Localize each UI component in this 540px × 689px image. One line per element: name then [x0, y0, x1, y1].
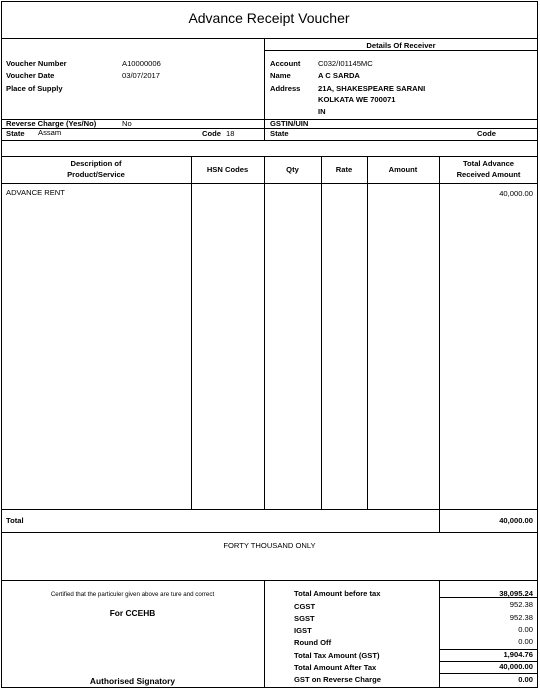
- amount-in-words: FORTY THOUSAND ONLY: [223, 541, 316, 550]
- col-rule-total-advance: [439, 156, 440, 532]
- summary-before-tax-value: 38,095.24: [499, 589, 533, 598]
- account-value: C032/I01145MC: [318, 59, 373, 68]
- row-description: ADVANCE RENT: [6, 188, 65, 197]
- rule-table-header-bottom: [1, 183, 538, 184]
- address-line-3: IN: [318, 107, 326, 116]
- voucher-date-label: Voucher Date: [6, 71, 55, 80]
- address-line-2: KOLKATA WE 700071: [318, 95, 396, 104]
- summary-reverse-charge-label: GST on Reverse Charge: [294, 675, 381, 684]
- summary-reverse-charge-value: 0.00: [518, 675, 533, 684]
- voucher-number-value: A10000006: [122, 59, 161, 68]
- state-value: Assam: [38, 128, 62, 137]
- header-total-advance-line-1: Total Advance: [462, 159, 515, 168]
- rule-receiver-header: [264, 50, 538, 51]
- header-rate: Rate: [335, 165, 353, 174]
- rule-below-title: [1, 38, 538, 39]
- voucher-title: Advance Receipt Voucher: [188, 10, 350, 26]
- rule-table-top: [1, 156, 538, 157]
- certified-text: Certified that the particuler given above are ture and correct: [50, 591, 215, 598]
- summary-cgst-value: 952.38: [509, 600, 533, 609]
- rule-state-bottom: [1, 140, 538, 141]
- for-company: For CCEHB: [109, 608, 156, 618]
- header-qty: Qty: [286, 165, 299, 174]
- rule-footer-divider: [264, 580, 265, 688]
- receiver-code-label: Code: [477, 129, 496, 138]
- place-of-supply-label: Place of Supply: [6, 84, 63, 93]
- header-description-line-2: Product/Service: [67, 170, 125, 179]
- row-total-advance: 40,000.00: [499, 189, 533, 198]
- name-value: A C SARDA: [318, 71, 360, 80]
- address-line-1: 21A, SHAKESPEARE SARANI: [318, 84, 426, 93]
- summary-igst-value: 0.00: [518, 625, 533, 634]
- total-value: 40,000.00: [499, 516, 533, 525]
- address-label: Address: [270, 84, 301, 93]
- rule-header-divider: [264, 38, 265, 141]
- voucher-page: [1, 1, 538, 688]
- summary-tax-amount-label: Total Tax Amount (GST): [294, 651, 380, 660]
- col-rule-hsn: [191, 156, 192, 509]
- authorised-signatory: Authorised Signatory: [89, 676, 176, 686]
- receiver-state-label: State: [270, 129, 289, 138]
- summary-round-off-label: Round Off: [294, 638, 332, 647]
- reverse-charge-value: No: [122, 119, 132, 128]
- voucher-number-label: Voucher Number: [6, 59, 67, 68]
- summary-after-tax-label: Total Amount After Tax: [294, 663, 377, 672]
- header-description-line-1: Description of: [70, 159, 122, 168]
- state-label: State: [6, 129, 25, 138]
- summary-tax-amount-value: 1,904.76: [503, 650, 533, 659]
- summary-before-tax-label: Total Amount before tax: [294, 589, 381, 598]
- account-label: Account: [270, 59, 301, 68]
- col-rule-qty: [264, 156, 265, 509]
- rule-summary-reverse: [439, 673, 538, 674]
- summary-sgst-value: 952.38: [509, 613, 533, 622]
- reverse-charge-label: Reverse Charge (Yes/No): [6, 119, 97, 128]
- voucher-date-value: 03/07/2017: [122, 71, 161, 80]
- rule-words-bottom: [1, 580, 538, 581]
- name-label: Name: [270, 71, 291, 80]
- summary-igst-label: IGST: [294, 626, 312, 635]
- receiver-details-header: Details Of Receiver: [366, 41, 436, 50]
- col-rule-amount: [367, 156, 368, 509]
- summary-cgst-label: CGST: [294, 602, 316, 611]
- total-label: Total: [6, 516, 24, 525]
- header-total-advance-line-2: Received Amount: [456, 170, 521, 179]
- rule-table-body-bottom: [1, 509, 538, 510]
- summary-sgst-label: SGST: [294, 614, 315, 623]
- summary-round-off-value: 0.00: [518, 637, 533, 646]
- rule-total-bottom: [1, 532, 538, 533]
- state-code-label: Code: [202, 129, 221, 138]
- gstin-label: GSTIN/UIN: [270, 119, 309, 128]
- state-code-value: 18: [226, 129, 235, 138]
- header-amount: Amount: [388, 165, 418, 174]
- header-hsn: HSN Codes: [206, 165, 249, 174]
- summary-after-tax-value: 40,000.00: [499, 662, 533, 671]
- col-rule-rate: [321, 156, 322, 509]
